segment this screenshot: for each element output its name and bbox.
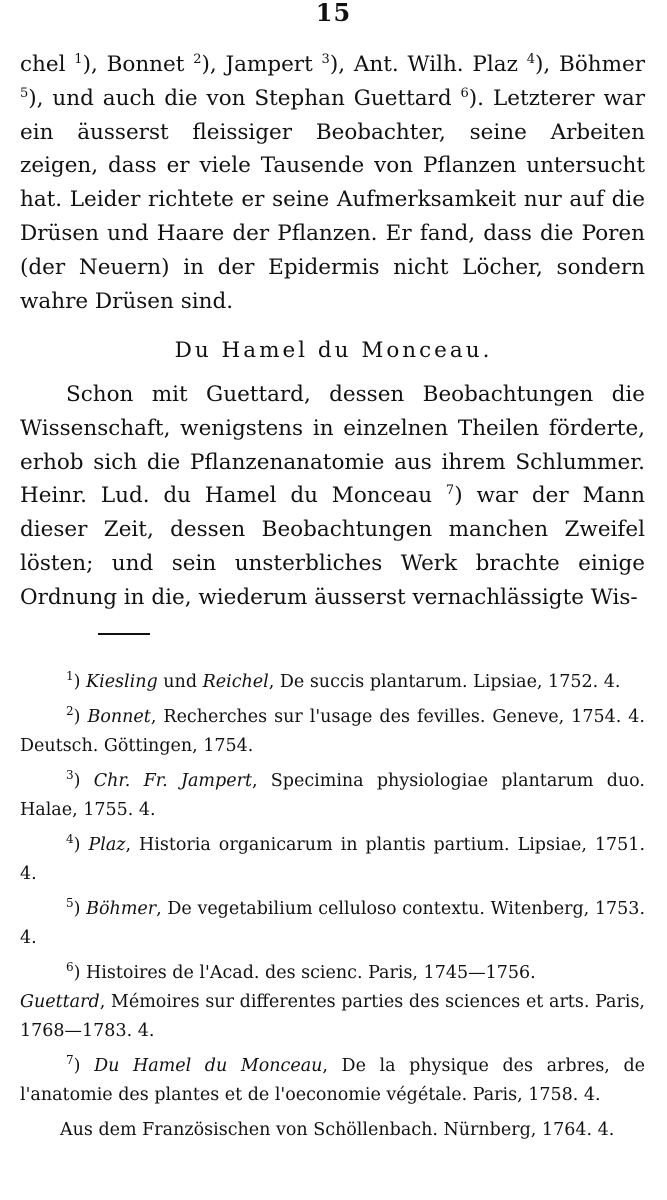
footnote-2: $^2$) Bonnet, Recherches sur l'usage des fevilles. Geneve, 1754. 4. Deutsch. Göttingen, 1754.: [20, 704, 645, 756]
footnote-author: Bonnet: [87, 707, 151, 727]
paragraph-2: [20, 378, 645, 615]
text-run: chel: [20, 52, 75, 77]
paragraph-1: [20, 48, 645, 318]
footnote-text: und: [157, 672, 203, 692]
footnote-number: 5: [66, 896, 74, 911]
text-run: ).: [468, 85, 485, 111]
footnote-7: $^7$) Du Hamel du Monceau, De la physique des arbres, de l'anatomie des plantes et de l'oeconomie végétale. Paris, 1758. 4.: [20, 1053, 645, 1105]
footnote-author: Reichel: [202, 672, 269, 692]
section-heading: Du Hamel du Monceau.: [174, 338, 493, 363]
footnote-number: 1: [66, 669, 74, 684]
footnote-text: , De la physique des arbres, de l'anatomie des plantes et de l'oeconomie végétale. Paris, 1758. 4.: [20, 1056, 645, 1105]
page-number: 15: [315, 0, 352, 27]
footnote-author: Chr. Fr. Jampert: [93, 771, 252, 791]
text-run: ),: [534, 52, 551, 77]
footnote-number: 7: [66, 1053, 74, 1068]
footnote-number: 6: [66, 960, 74, 975]
footnote-ref: 5: [20, 85, 29, 101]
text-run: ), Bonnet: [82, 52, 194, 77]
footnote-ref: 3: [321, 51, 330, 67]
footnote-text: Histoires de l'Acad. des scienc. Paris, 1745—1756.: [86, 963, 536, 983]
text-run: Letzterer war ein äusserst fleissiger Beobachter, seine Arbeiten zeigen, dass er viele Tausende von Pflanzen untersucht hat. Leider richtete er seine Aufmerksamkeit nur auf die Drüsen und Haare der Pflanzen. Er fand, dass die Poren (der Neuern) in der Epidermis nicht Löcher, sondern wahre Drüsen sind.: [20, 85, 645, 314]
footnote-text: , Historia organicarum in plantis partium. Lipsiae, 1751. 4.: [20, 835, 646, 884]
footnote-ref: 2: [193, 51, 202, 67]
footnote-text: , Specimina physiologiae plantarum duo. Halae, 1755. 4.: [20, 771, 645, 820]
text-run: ) war der Mann dieser Zeit, dessen Beobachtungen manchen Zweifel lösten; und sein unsterbliches Werk brachte einige Ordnung in die, wiederum äusserst vernachlässigte Wis-: [20, 483, 645, 610]
footnote-3: $^3$) Chr. Fr. Jampert, Specimina physiologiae plantarum duo. Halae, 1755. 4.: [20, 768, 645, 820]
footnote-ref: 7: [445, 483, 455, 499]
footnote-ref: 6: [460, 85, 469, 101]
text-run: Böhmer: [559, 52, 645, 77]
footnote-text: , Recherches sur l'usage des fevilles. Geneve, 1754. 4. Deutsch. Göttingen, 1754.: [20, 707, 645, 756]
footnote-text: , De vegetabilium celluloso contextu. Witenberg, 1753. 4.: [20, 899, 646, 948]
text-run: Schon mit Guettard, dessen Beobachtungen die Wissenschaft, wenigstens in einzelnen Theilen förderte, erhob sich die Pflanzenanatomie aus ihrem Schlummer. Heinr. Lud. du Hamel du Monceau: [20, 382, 645, 509]
text-run: ), Jampert: [201, 52, 322, 77]
footnote-number: 2: [66, 704, 74, 719]
footnote-text: , Mémoires sur differentes parties des sciences et arts. Paris, 1768—1783. 4.: [20, 992, 645, 1041]
footnote-author: Böhmer: [86, 899, 157, 919]
footnote-author: Kiesling: [86, 672, 158, 692]
text-run: ), Ant. Wilh. Plaz: [329, 52, 527, 77]
footnote-number: 3: [66, 768, 74, 783]
footnote-ref: 1: [74, 51, 83, 67]
footnote-5: $^5$) Böhmer, De vegetabilium celluloso contextu. Witenberg, 1753. 4.: [20, 896, 646, 948]
footnote-author: Plaz: [88, 835, 126, 855]
footnote-continuation: Aus dem Französischen von Schöllenbach. Nürnberg, 1764. 4.: [60, 1120, 615, 1140]
footnote-author: Du Hamel du Monceau: [94, 1056, 323, 1076]
footnote-ref: 4: [526, 51, 535, 67]
footnote-4: $^4$) Plaz, Historia organicarum in plantis partium. Lipsiae, 1751. 4.: [20, 832, 646, 884]
footnote-number: 4: [66, 832, 74, 847]
text-run: ), und auch die von Stephan Guettard: [28, 85, 461, 111]
footnote-separator: [98, 633, 150, 635]
footnote-author: Guettard: [20, 992, 100, 1012]
footnote-1: $^1$) Kiesling und Reichel, De succis plantarum. Lipsiae, 1752. 4.: [66, 669, 621, 692]
footnote-text: , De succis plantarum. Lipsiae, 1752. 4.: [268, 672, 621, 692]
footnotes: [20, 668, 645, 1145]
footnote-6: $^6$) Histoires de l'Acad. des scienc. Paris, 1745—1756. Guettard, Mémoires sur differentes parties des sciences et arts. Paris, 1768—1783. 4.: [20, 960, 645, 1041]
